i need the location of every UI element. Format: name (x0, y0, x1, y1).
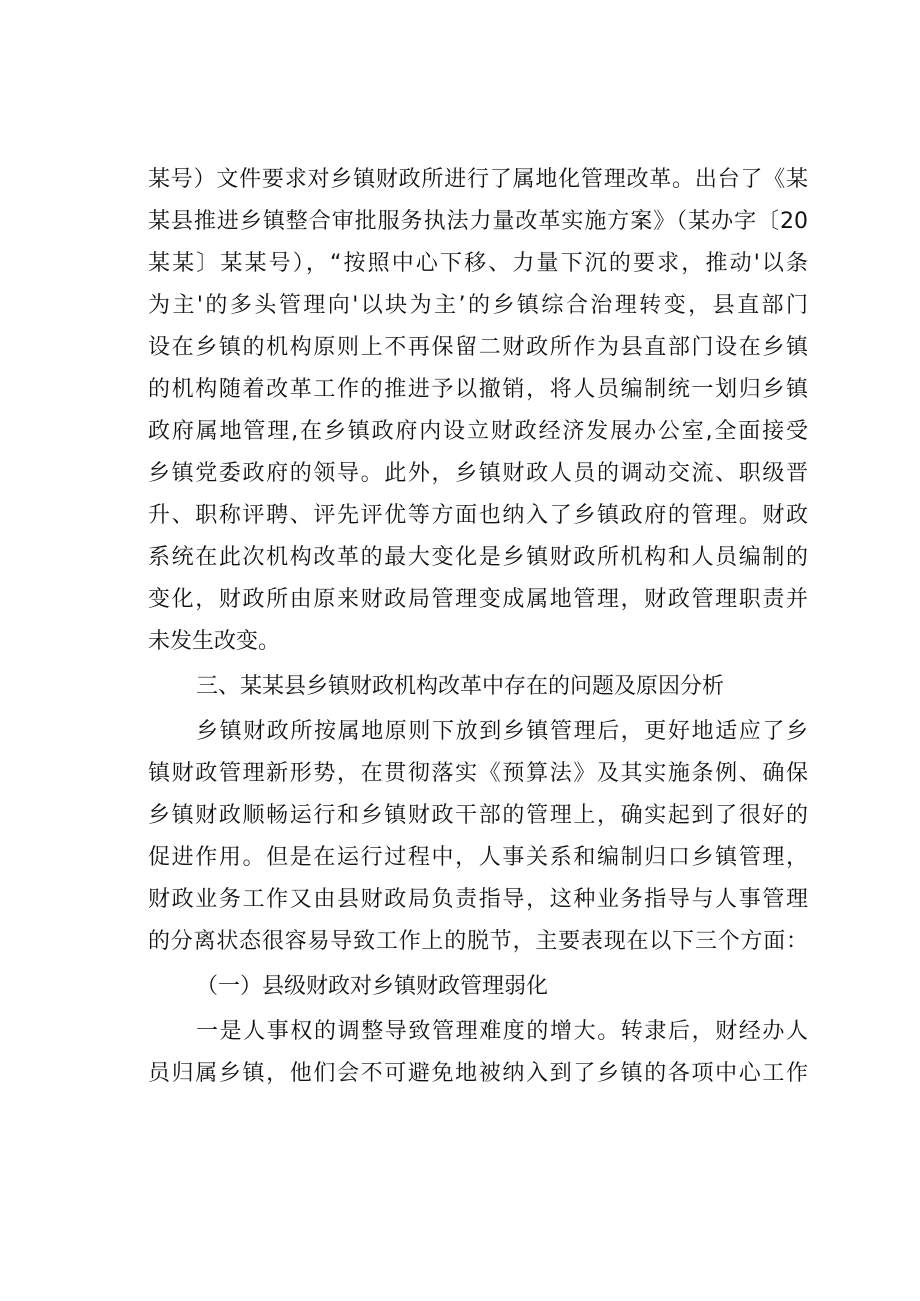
paragraph-3-line: 一是人事权的调整导致管理难度的增大。转隶后，财经办人 (196, 1019, 808, 1044)
paragraph-1-line: 的机构随着改革工作的推进予以撤销，将人员编制统一划归乡镇 (148, 377, 808, 402)
paragraph-1-line: 设在乡镇的机构原则上不再保留二财政所作为县直部门设在乡镇 (148, 335, 808, 360)
paragraph-1-line: 未发生改变。 (148, 629, 281, 654)
paragraph-1-line: 政府属地管理,在乡镇政府内设立财政经济发展办公室,全面接受 (148, 419, 808, 444)
paragraph-1-line: 为主'的多头管理向'以块为主’的乡镇综合治理转变，县直部门 (148, 293, 808, 318)
paragraph-1-line: 系统在此次机构改革的最大变化是乡镇财政所机构和人员编制的 (148, 545, 808, 570)
paragraph-2-line: 促进作用。但是在运行过程中，人事关系和编制归口乡镇管理， (148, 845, 808, 870)
subsection-heading: （一）县级财政对乡镇财政管理弱化 (196, 974, 549, 999)
paragraph-2-line: 镇财政管理新形势，在贯彻落实《预算法》及其实施条例、确保 (148, 761, 808, 786)
paragraph-2-line: 乡镇财政所按属地原则下放到乡镇管理后，更好地适应了乡 (196, 719, 808, 744)
paragraph-2-line: 财政业务工作又由县财政局负责指导，这种业务指导与人事管理 (148, 887, 808, 912)
section-heading: 三、某某县乡镇财政机构改革中存在的问题及原因分析 (196, 674, 725, 699)
paragraph-1-line: 某号）文件要求对乡镇财政所进行了属地化管理改革。出台了《某 (148, 167, 808, 192)
paragraph-1-line: 变化，财政所由原来财政局管理变成属地管理，财政管理职责并 (148, 587, 808, 612)
paragraph-1-line: 某县推进乡镇整合审批服务执法力量改革实施方案》（某办字〔20 (148, 209, 808, 234)
paragraph-2-line: 的分离状态很容易导致工作上的脱节，主要表现在以下三个方面： (148, 929, 808, 954)
paragraph-1-line: 乡镇党委政府的领导。此外，乡镇财政人员的调动交流、职级晋 (148, 461, 808, 486)
paragraph-1-line: 某某〕某某号），“按照中心下移、力量下沉的要求，推动'以条 (148, 251, 808, 276)
paragraph-3-line: 员归属乡镇，他们会不可避免地被纳入到了乡镇的各项中心工作 (148, 1061, 808, 1086)
paragraph-2-line: 乡镇财政顺畅运行和乡镇财政干部的管理上，确实起到了很好的 (148, 803, 808, 828)
paragraph-1-line: 升、职称评聘、评先评优等方面也纳入了乡镇政府的管理。财政 (148, 503, 808, 528)
